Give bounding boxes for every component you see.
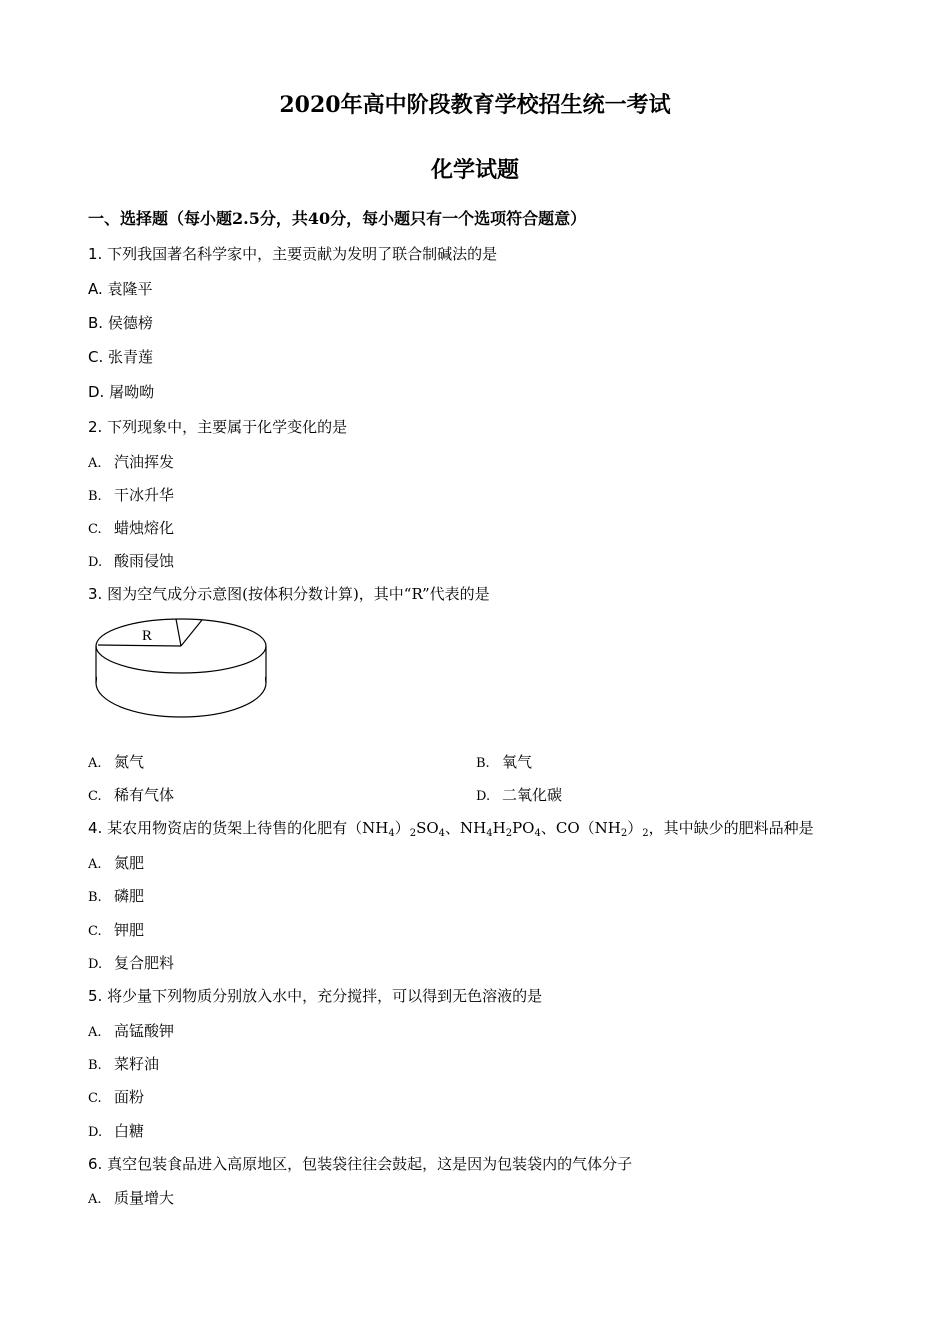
question-5-option-c [88, 1086, 144, 1107]
option-text: 张青莲 [108, 348, 154, 366]
question-number: 3. [88, 585, 103, 603]
option-letter: C. [88, 1091, 102, 1106]
question-text: 下列现象中，主要属于化学变化的是 [107, 418, 348, 436]
section-heading: 一、选择题（每小题2.5分，共40分，每小题只有一个选项符合题意） [88, 209, 587, 228]
option-text: 汽油挥发 [114, 453, 175, 471]
option-letter: B. [88, 314, 104, 332]
option-text: 氮气 [114, 753, 145, 771]
option-letter: D. [88, 383, 105, 401]
option-letter: D. [88, 555, 103, 570]
question-3-option-b [476, 751, 532, 772]
question-1-option-d [88, 381, 154, 402]
option-letter: A. [88, 1025, 102, 1040]
option-letter: B. [88, 1058, 102, 1073]
question-2-option-d [88, 550, 174, 571]
question-4-option-a [88, 852, 144, 873]
air-composition-pie-figure [94, 616, 270, 722]
question-2-option-a [88, 451, 174, 472]
question-2-option-b [88, 484, 174, 505]
question-6-option-a [88, 1187, 174, 1208]
question-1-option-b [88, 312, 153, 333]
question-text: 真空包装食品进入高原地区，包装袋往往会鼓起，这是因为包装袋内的气体分子 [107, 1155, 633, 1173]
question-text: 下列我国著名科学家中，主要贡献为发明了联合制碱法的是 [107, 245, 498, 263]
question-text: 将少量下列物质分别放入水中，充分搅拌，可以得到无色溶液的是 [107, 987, 543, 1005]
question-6-stem [88, 1153, 632, 1174]
option-text: 高锰酸钾 [114, 1022, 175, 1040]
option-letter: A. [88, 756, 102, 771]
question-2-stem [88, 416, 347, 437]
question-1-option-c [88, 346, 153, 367]
question-5-option-d [88, 1120, 144, 1141]
exam-title: 2020年高中阶段教育学校招生统一考试 [279, 92, 671, 118]
option-letter: A. [88, 1192, 102, 1207]
question-5-option-a [88, 1020, 174, 1041]
question-3-option-a [88, 751, 144, 772]
pie-label-r: R [142, 628, 153, 644]
option-text: 钾肥 [114, 921, 145, 939]
option-letter: A. [88, 456, 102, 471]
question-text: 某农用物资店的货架上待售的化肥有$(NH_4)_2SO_4$、$NH_4H_2PO_4$、$CO(NH_2)_2$，其中缺少的肥料品种是 [107, 819, 814, 839]
question-1-option-a [88, 278, 153, 299]
option-text: 氮肥 [114, 854, 145, 872]
option-letter: D. [476, 789, 491, 804]
question-3-option-c [88, 784, 174, 805]
option-text: 酸雨侵蚀 [114, 552, 175, 570]
option-text: 磷肥 [114, 887, 145, 905]
question-4-option-b [88, 885, 144, 906]
option-text: 侯德榜 [107, 314, 153, 332]
question-4-stem [88, 817, 814, 839]
option-letter: A. [88, 280, 103, 298]
option-letter: C. [88, 348, 104, 366]
exam-subtitle: 化学试题 [430, 157, 519, 183]
option-text: 蜡烛熔化 [114, 519, 175, 537]
question-number: 4. [88, 819, 103, 837]
option-text: 质量增大 [114, 1189, 175, 1207]
question-number: 2. [88, 418, 103, 436]
option-letter: D. [88, 1125, 103, 1140]
question-number: 5. [88, 987, 103, 1005]
option-text: 氧气 [502, 753, 533, 771]
question-3-option-d [476, 784, 562, 805]
option-text: 菜籽油 [114, 1055, 160, 1073]
option-letter: B. [476, 756, 490, 771]
option-letter: B. [88, 489, 102, 504]
question-text: 图为空气成分示意图(按体积分数计算)，其中“R”代表的是 [107, 585, 490, 603]
question-5-option-b [88, 1053, 159, 1074]
option-text: 干冰升华 [114, 486, 175, 504]
option-letter: B. [88, 890, 102, 905]
option-text: 面粉 [114, 1088, 145, 1106]
question-4-option-d [88, 952, 174, 973]
option-text: 屠呦呦 [109, 383, 155, 401]
option-text: 二氧化碳 [502, 786, 563, 804]
option-text: 袁隆平 [107, 280, 153, 298]
option-letter: A. [88, 857, 102, 872]
option-letter: C. [88, 789, 102, 804]
option-letter: D. [88, 957, 103, 972]
option-text: 复合肥料 [114, 954, 175, 972]
question-1-stem [88, 243, 497, 264]
question-number: 6. [88, 1155, 103, 1173]
question-5-stem [88, 985, 542, 1006]
option-letter: C. [88, 924, 102, 939]
question-3-stem [88, 583, 490, 604]
question-number: 1. [88, 245, 103, 263]
question-2-option-c [88, 517, 174, 538]
option-text: 白糖 [114, 1122, 145, 1140]
question-4-option-c [88, 919, 144, 940]
option-letter: C. [88, 522, 102, 537]
option-text: 稀有气体 [114, 786, 175, 804]
